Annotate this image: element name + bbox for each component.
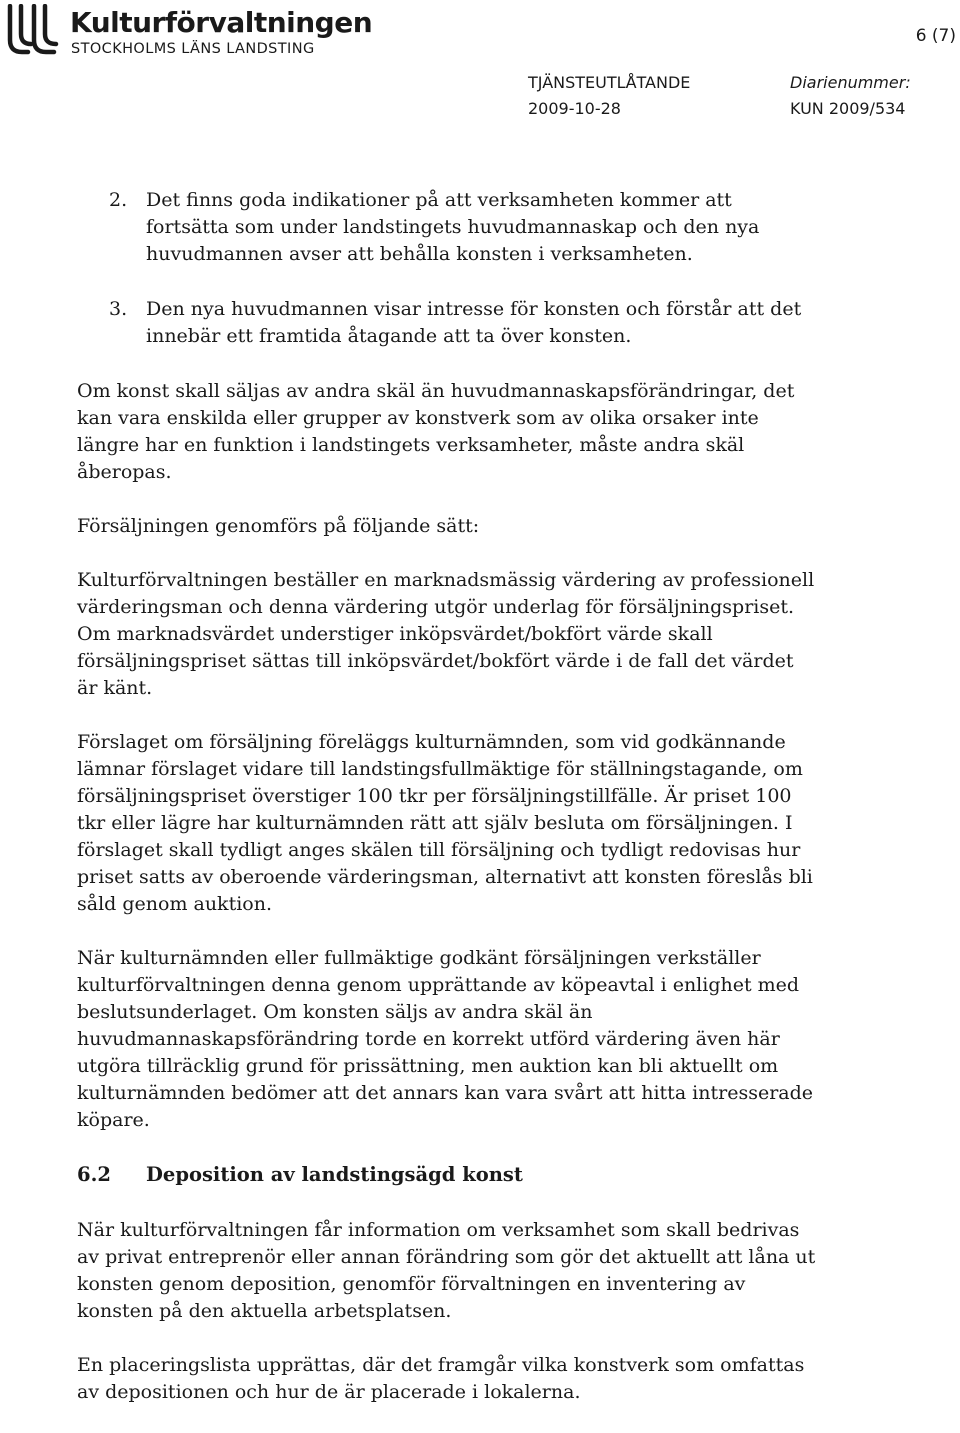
landsting-logo-icon [4,4,62,56]
doc-type: TJÄNSTEUTLÅTANDE [528,73,691,92]
list-item-number: 2. [109,189,128,211]
section-number: 6.2 [77,1163,111,1186]
numbered-list [77,187,817,350]
list-item-text: Den nya huvudmannen visar intresse för konsten och förstår att det innebär ett framtida åtagande att ta över konsten. [146,298,802,347]
paragraph: När kulturnämnden eller fullmäktige godkänt försäljningen verkställer kulturförvaltningen denna genom upprättande av köpeavtal i enlighet med beslutsunderlaget. Om konsten säljs av andra skäl än huvudmannaskapsförändring torde en korrekt utförd värdering även här utgöra tillräcklig grund för prissättning, men auktion kan bli aktuellt om kulturnämnden bedömer att det annars kan vara svårt att hitta intresserade köpare. [77,947,814,1131]
list-item-text: Det finns goda indikationer på att verksamheten kommer att fortsätta som under landstingets huvudmannaskap och den nya huvudmannen avser att behålla konsten i verksamheten. [146,189,760,265]
org-name: Kulturförvaltningen [70,6,373,39]
paragraph: En placeringslista upprättas, där det framgår vilka konstverk som omfattas av depositionen och hur de är placerade i lokalerna. [77,1354,805,1403]
ref-number: KUN 2009/534 [790,99,906,118]
paragraph: Om konst skall säljas av andra skäl än huvudmannaskapsförändringar, det kan vara enskilda eller grupper av konstverk som av olika orsaker inte längre har en funktion i landstingets verksamheter, måste andra skäl åberopas. [77,380,795,483]
page-number: 6 (7) [915,26,956,46]
document-body [77,187,817,1433]
section-heading [77,1161,817,1188]
ref-label: Diarienummer: [790,73,911,92]
paragraph: Kulturförvaltningen beställer en marknadsmässig värdering av professionell värderingsman och denna värdering utgör underlag för försäljningspriset. Om marknadsvärdet understiger inköpsvärdet/bokfört värde skall försäljningspriset sättas till inköpsvärdet/bokfört värde i de fall det värdet är känt. [77,569,815,699]
paragraph: När kulturförvaltningen får information om verksamhet som skall bedrivas av privat entreprenör eller annan förändring som gör det aktuellt att låna ut konsten genom deposition, genomför förvaltningen en inventering av konsten på den aktuella arbetsplatsen. [77,1219,816,1322]
paragraph: Försäljningen genomförs på följande sätt: [77,515,480,537]
org-subtitle: STOCKHOLMS LÄNS LANDSTING [71,41,315,57]
paragraph: Förslaget om försäljning föreläggs kulturnämnden, som vid godkännande lämnar förslaget vidare till landstingsfullmäktige för ställningstagande, om försäljningspriset överstiger 100 tkr per försäljningstillfälle. Är priset 100 tkr eller lägre har kulturnämnden rätt att själv besluta om försäljningen. I förslaget skall tydligt anges skälen till försäljning och tydligt redovisas hur priset satts av oberoende värderingsman, alternativt att konsten föreslås bli såld genom auktion. [77,731,813,915]
doc-meta-right [790,70,911,122]
list-item [77,296,817,350]
doc-date: 2009-10-28 [528,99,621,118]
section-title: Deposition av landstingsägd konst [146,1163,523,1186]
list-item [77,187,817,268]
list-item-number: 3. [109,298,128,320]
doc-meta-left [528,70,690,122]
org-logo [4,4,384,60]
